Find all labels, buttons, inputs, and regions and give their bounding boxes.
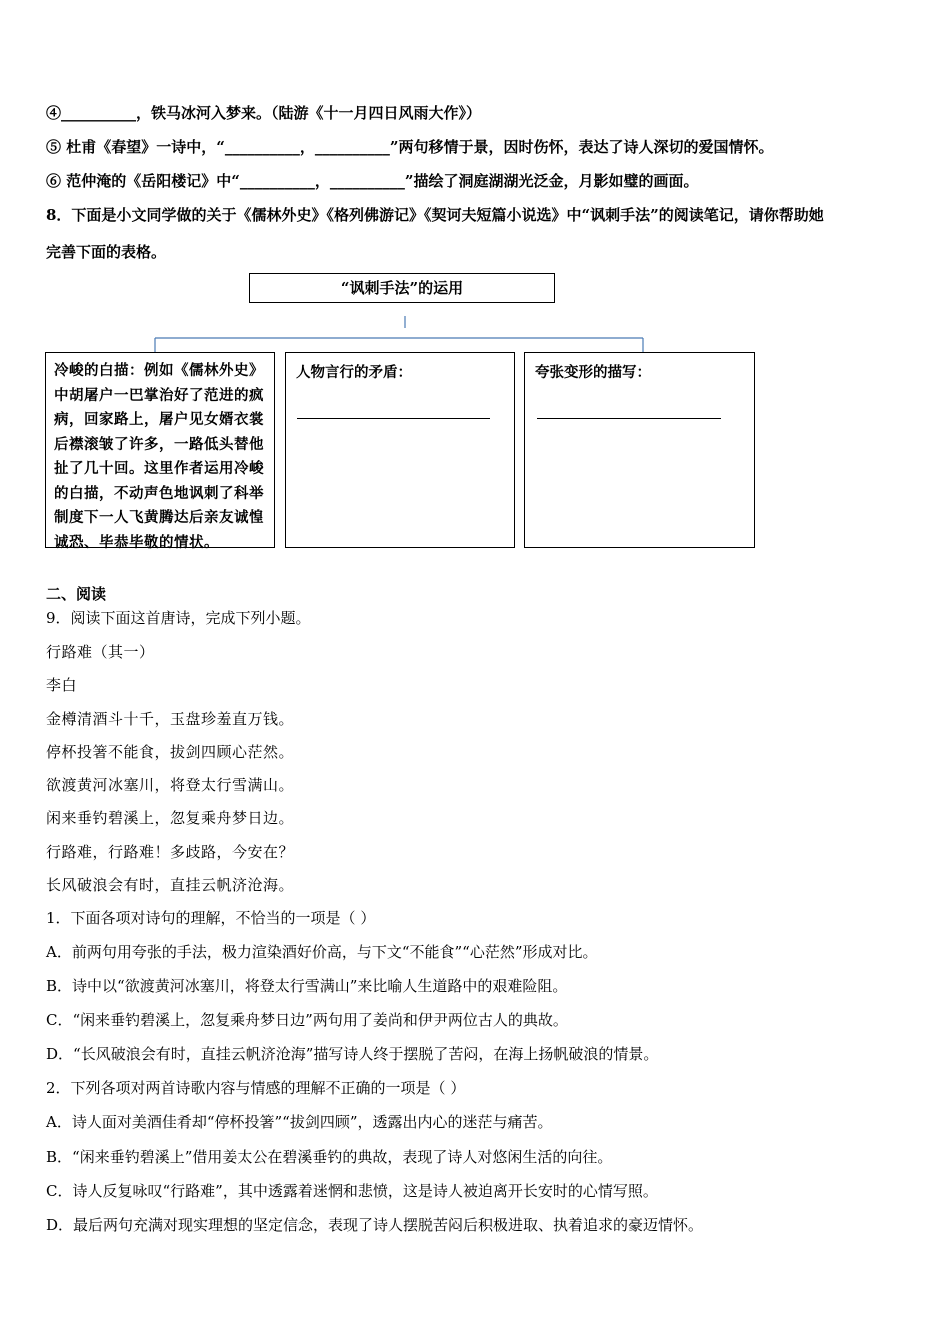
option-a[interactable]: A．诗人面对美酒佳肴却“停杯投箸”“拔剑四顾”，透露出内心的迷茫与痛苦。 <box>46 1113 553 1131</box>
diagram-box-exaggeration <box>524 352 755 548</box>
poem-author: 李白 <box>46 676 78 694</box>
poem-line: 停杯投箸不能食，拔剑四顾心茫然。 <box>46 743 295 761</box>
q8-line1: 8．下面是小文同学做的关于《儒林外史》《格列佛游记》《契诃夫短篇小说选》中“讽刺手法”的阅读笔记，请你帮助她 <box>46 206 824 224</box>
section-heading: 二、阅读 <box>46 585 107 603</box>
box3-label: 夸张变形的描写： <box>535 364 651 381</box>
fill-line-6: ⑥ 范仲淹的《岳阳楼记》中“__________，__________”描绘了洞庭湖湖光泛金，月影如璧的画面。 <box>46 172 699 190</box>
box3-answer-line[interactable] <box>537 418 721 419</box>
fill-line-4: ④__________，铁马冰河入梦来。（陆游《十一月四日风雨大作》） <box>46 104 482 122</box>
fill-line-5: ⑤ 杜甫《春望》一诗中，“__________，__________”两句移情于景，因时伤怀，表达了诗人深切的爱国情怀。 <box>46 138 774 156</box>
box2-answer-line[interactable] <box>297 418 490 419</box>
poem-line: 长风破浪会有时，直挂云帆济沧海。 <box>46 876 295 894</box>
diagram-box-cold-description: 冷峻的白描：例如《儒林外史》中胡屠户一巴掌治好了范进的疯病，回家路上，屠户见女婿衣裳后襟滚皱了许多，一路低头替他扯了几十回。这里作者运用冷峻的白描，不动声色地讽刺了科举制度下一人飞黄腾达后亲友诚惶诚恐、毕恭毕敬的情状。 <box>45 352 275 548</box>
option-d[interactable]: D．最后两句充满对现实理想的坚定信念，表现了诗人摆脱苦闷后积极进取、执着追求的豪迈情怀。 <box>46 1216 704 1234</box>
option-c[interactable]: C．“闲来垂钓碧溪上，忽复乘舟梦日边”两句用了姜尚和伊尹两位古人的典故。 <box>46 1011 568 1029</box>
poem-title: 行路难（其一） <box>46 643 155 661</box>
option-d[interactable]: D．“长风破浪会有时，直挂云帆济沧海”描写诗人终于摆脱了苦闷，在海上扬帆破浪的情景。 <box>46 1045 659 1063</box>
option-b[interactable]: B．诗中以“欲渡黄河冰塞川，将登太行雪满山”来比喻人生道路中的艰难险阻。 <box>46 977 568 995</box>
poem-line: 闲来垂钓碧溪上，忽复乘舟梦日边。 <box>46 809 295 827</box>
poem-line: 金樽清酒斗十千，玉盘珍羞直万钱。 <box>46 710 295 728</box>
q8-line2: 完善下面的表格。 <box>46 243 167 261</box>
diagram-box-contradiction <box>285 352 515 548</box>
question-stem: 1．下面各项对诗句的理解，不恰当的一项是（ ） <box>46 909 376 927</box>
option-b[interactable]: B．“闲来垂钓碧溪上”借用姜太公在碧溪垂钓的典故，表现了诗人对悠闲生活的向往。 <box>46 1148 613 1166</box>
poem-line: 行路难，行路难！多歧路，今安在？ <box>46 843 295 861</box>
question-stem: 2．下列各项对两首诗歌内容与情感的理解不正确的一项是（ ） <box>46 1079 466 1097</box>
option-c[interactable]: C．诗人反复咏叹“行路难”，其中透露着迷惘和悲愤，这是诗人被迫离开长安时的心情写照。 <box>46 1182 658 1200</box>
option-a[interactable]: A．前两句用夸张的手法，极力渲染酒好价高，与下文“不能食”“心茫然”形成对比。 <box>46 943 598 961</box>
poem-line: 欲渡黄河冰塞川，将登太行雪满山。 <box>46 776 295 794</box>
q9-intro: 9．阅读下面这首唐诗，完成下列小题。 <box>46 609 311 627</box>
diagram-title: “讽刺手法”的运用 <box>249 273 555 303</box>
box2-label: 人物言行的矛盾： <box>296 364 412 381</box>
diagram-connectors <box>0 0 950 360</box>
